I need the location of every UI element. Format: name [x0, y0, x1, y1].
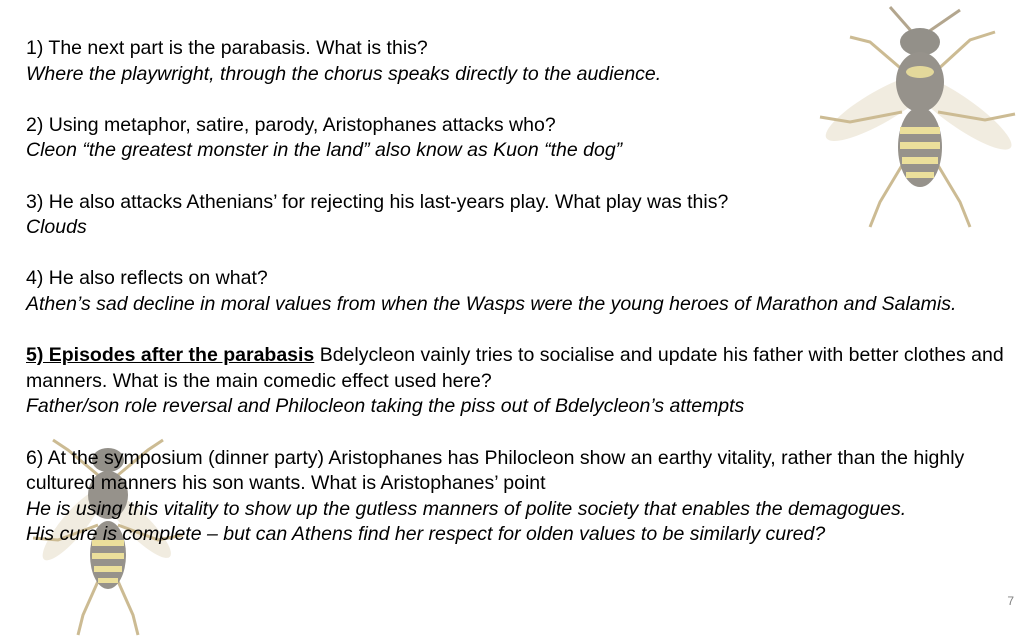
answer-3: Clouds [26, 216, 87, 239]
question-4: 4) He also reflects on what? [26, 267, 268, 290]
spacer [26, 318, 1016, 344]
answer-2: Cleon “the greatest monster in the land” also know as Kuon “the dog” [26, 139, 623, 162]
question-5 [26, 343, 1016, 394]
spacer [26, 420, 1016, 446]
question-2: 2) Using metaphor, satire, parody, Aristophanes attacks who? [26, 113, 556, 136]
spacer [26, 164, 1016, 190]
question-5-heading: 5) Episodes after the parabasis [26, 344, 315, 367]
question-6: 6) At the symposium (dinner party) Aristophanes has Philocleon show an earthy vitality, rather than the highly cultured manners his son wants. What is Aristophanes’ point [26, 446, 965, 495]
question-5-text: Bdelycleon vainly tries to socialise and update his father with better clothes and manners. What is the main comedic effect used here? [26, 344, 1004, 392]
question-3: 3) He also attacks Athenians’ for rejecting his last-years play. What play was this? [26, 190, 729, 213]
answer-6-line-1: He is using this vitality to show up the gutless manners of polite society that enables the demagogues. [26, 497, 907, 520]
answer-6-line-2: His cure is complete – but can Athens find her respect for olden values to be similarly cured? [26, 523, 826, 546]
page-number: 7 [1007, 594, 1014, 608]
spacer [26, 241, 1016, 267]
slide-body [26, 36, 1016, 548]
answer-5: Father/son role reversal and Philocleon taking the piss out of Bdelycleon’s attempts [26, 395, 745, 418]
question-1: 1) The next part is the parabasis. What is this? [26, 37, 428, 59]
answer-1: Where the playwright, through the chorus speaks directly to the audience. [26, 62, 662, 85]
answer-4: Athen’s sad decline in moral values from when the Wasps were the young heroes of Marathon and Salamis. [26, 292, 957, 315]
spacer [26, 87, 1016, 113]
